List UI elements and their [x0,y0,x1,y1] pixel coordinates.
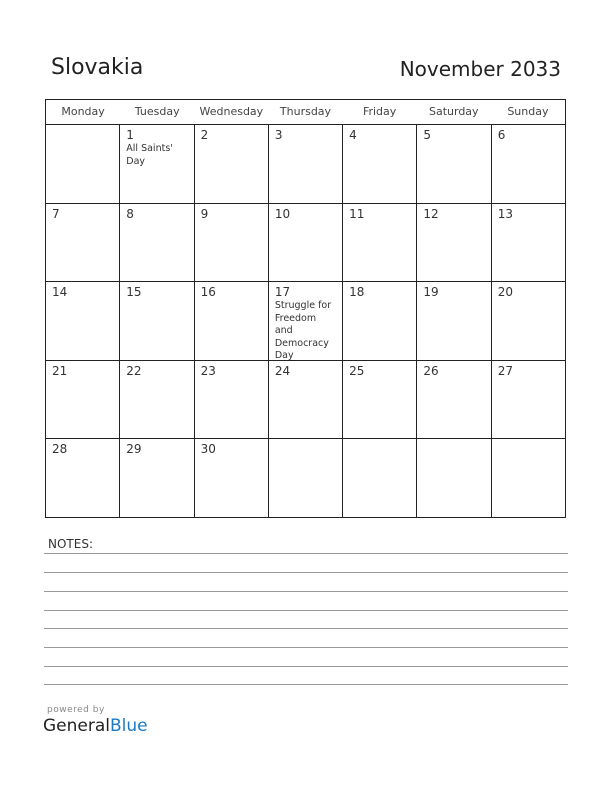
day-cell [268,439,342,517]
day-number: 14 [52,285,68,300]
day-number: 4 [349,128,357,142]
day-number: 11 [349,206,365,221]
notes-line [44,591,568,592]
day-cell [46,439,119,517]
day-number: 25 [349,363,365,378]
day-cell [268,361,342,439]
brand-blue: Blue [110,716,148,736]
day-number: 29 [126,442,142,457]
day-cell [342,204,416,282]
day-number: 13 [497,206,513,221]
day-number: 21 [52,363,68,378]
weekday-header-row [46,100,565,125]
day-number: 12 [423,206,439,221]
day-number: 18 [349,285,365,300]
powered-by-text: powered by [47,705,105,715]
day-cell [491,204,565,282]
day-cell [491,361,565,439]
month-title: November 2033 [399,57,561,81]
day-cell [194,439,268,517]
day-cell [416,361,490,439]
day-cell [416,125,490,203]
week-row [46,439,565,517]
day-number: 15 [126,285,142,300]
day-cell [194,204,268,282]
day-cell [342,125,416,203]
notes-line [44,572,568,573]
day-cell [268,204,342,282]
weekday-header: Monday [61,105,105,118]
day-cell [342,439,416,517]
day-cell [119,439,193,517]
day-cell [268,125,342,203]
day-number: 9 [200,206,209,221]
weekday-header: Sunday [507,105,549,118]
weekday-header: Friday [362,105,397,118]
day-cell [119,282,193,360]
notes-line [44,647,568,648]
day-number: 8 [126,206,134,221]
day-cell [119,361,193,439]
day-cell [416,204,490,282]
holiday-label: Struggle for Freedom and Democracy Day [274,300,332,362]
weekday-header: Wednesday [199,105,264,118]
day-number: 28 [52,442,68,457]
notes-line [44,628,568,629]
day-number: 5 [423,128,432,142]
day-number: 3 [274,128,283,142]
day-number: 7 [52,206,60,221]
day-cell [46,282,119,360]
day-number: 27 [497,363,513,378]
day-number: 30 [200,442,216,457]
week-row [46,125,565,204]
day-number: 26 [423,363,439,378]
day-cell [194,282,268,360]
day-cell [46,125,119,203]
week-row [46,361,565,440]
day-cell [46,361,119,439]
day-cell [416,282,490,360]
day-cell [491,282,565,360]
day-cell [491,125,565,203]
notes-line [44,666,568,667]
day-number: 2 [200,128,209,142]
notes-line [44,684,568,685]
day-cell [194,361,268,439]
day-number: 6 [497,128,506,142]
day-number: 16 [200,285,216,300]
day-cell [119,125,193,203]
weekday-header: Tuesday [134,105,180,118]
weekday-header: Saturday [428,105,479,118]
day-number: 20 [497,285,513,300]
week-row [46,204,565,283]
day-number: 10 [274,206,291,221]
day-cell [194,125,268,203]
country-title: Slovakia [51,55,144,80]
calendar-grid [45,99,566,518]
day-cell [46,204,119,282]
day-number: 24 [274,363,291,378]
notes-line [44,610,568,611]
generalblue-logo [43,716,148,736]
week-row [46,282,565,361]
holiday-label: All Saints' Day [126,143,173,167]
brand-general: General [43,716,110,736]
day-number: 22 [126,363,142,378]
day-cell [342,282,416,360]
day-cell [119,204,193,282]
day-cell [342,361,416,439]
weekday-header: Thursday [279,105,332,118]
day-number: 17 [274,285,291,300]
notes-line [44,553,568,554]
day-cell [268,282,342,360]
day-number: 1 [126,128,134,142]
day-cell [416,439,490,517]
notes-label: NOTES: [48,537,93,551]
day-number: 23 [200,363,216,378]
day-cell [491,439,565,517]
day-number: 19 [423,285,439,300]
